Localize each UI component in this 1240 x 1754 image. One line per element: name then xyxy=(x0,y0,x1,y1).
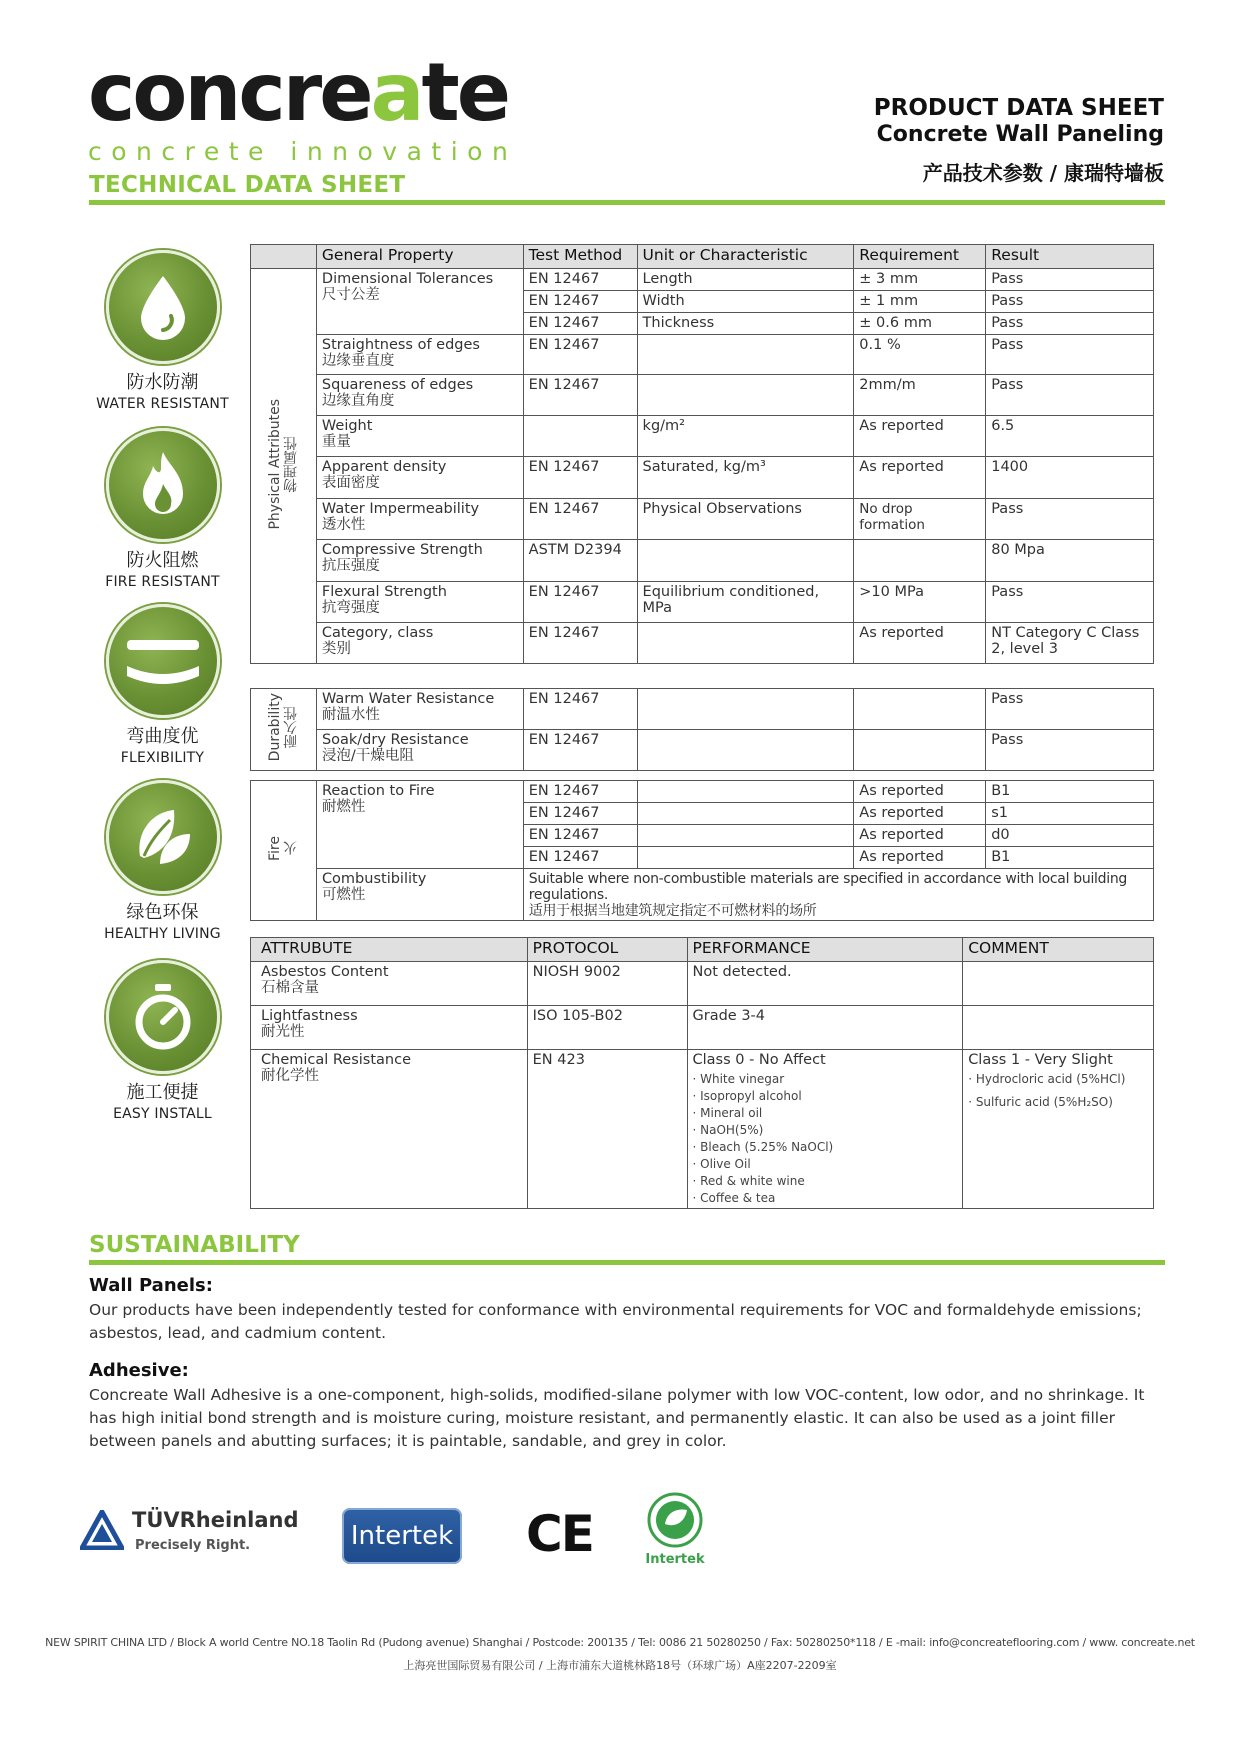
unit-characteristic xyxy=(637,781,854,803)
section-label-cn: 耐久性 xyxy=(283,706,300,749)
unit-characteristic: Length xyxy=(637,269,854,291)
ce-mark-text: CE xyxy=(526,1505,593,1563)
header-requirement: Requirement xyxy=(854,245,986,269)
header-blank xyxy=(251,245,317,269)
section-durability xyxy=(251,689,317,771)
table-row xyxy=(251,269,1154,291)
adhesive-text: Concreate Wall Adhesive is a one-component, high-solids, modified-silane polymer with low VOC-content, low odor, and no shrinkage. It has high initial bond strength and is moisture curing, moisture resistant, and permanently elastic. It can also be used as a joint filler between panels and abutting surfaces; it is paintable, sandable, and grey in color. xyxy=(89,1386,1145,1450)
feature-en: FIRE RESISTANT xyxy=(105,574,220,590)
attribute-table xyxy=(250,937,1154,1209)
property-name-cell xyxy=(316,869,523,921)
property-name-cell xyxy=(316,416,523,457)
attribute-name: Chemical Resistance xyxy=(261,1052,412,1068)
table-row xyxy=(251,540,1154,582)
header-result: Result xyxy=(986,245,1154,269)
header-unit: Unit or Characteristic xyxy=(637,245,854,269)
result: 6.5 xyxy=(986,416,1154,457)
unit-characteristic xyxy=(637,540,854,582)
property-name: Reaction to Fire xyxy=(321,783,435,799)
result: d0 xyxy=(986,825,1154,847)
section-label: Durability xyxy=(267,693,284,762)
test-method: EN 12467 xyxy=(523,582,637,623)
property-name-cn: 可燃性 xyxy=(321,887,366,903)
combustibility-text: Suitable where non-combustible materials are specified in accordance with local building regulations. xyxy=(528,871,1127,903)
intertek-green-label xyxy=(640,1490,710,1580)
unit-characteristic: Thickness xyxy=(637,313,854,335)
performance: Class 0 - No Affect xyxy=(692,1052,826,1068)
footer-address-cn: 上海亮世国际贸易有限公司 / 上海市浦东大道桃林路18号（环球广场）A座2207-2209室 xyxy=(403,1659,837,1672)
list-item: · White vinegar xyxy=(692,1072,785,1086)
comment xyxy=(963,962,1154,1006)
property-name: Squareness of edges xyxy=(321,377,474,393)
attribute-name: Asbestos Content xyxy=(261,964,389,980)
test-method: EN 12467 xyxy=(523,335,637,375)
property-name-cell xyxy=(316,457,523,499)
result: 1400 xyxy=(986,457,1154,499)
chemical-list xyxy=(693,1071,958,1207)
tuv-rheinland-logo xyxy=(80,1506,300,1566)
result: Pass xyxy=(986,582,1154,623)
property-name: Flexural Strength xyxy=(321,584,447,600)
property-name-cn: 尺寸公差 xyxy=(321,287,380,303)
list-item: · Red & white wine xyxy=(692,1174,805,1188)
test-method: EN 12467 xyxy=(523,781,637,803)
header-divider xyxy=(89,200,1165,205)
feature-en: FLEXIBILITY xyxy=(120,750,205,766)
table-row xyxy=(251,1006,1154,1050)
list-item: · Mineral oil xyxy=(692,1106,763,1120)
section-fire xyxy=(251,781,317,921)
result: Pass xyxy=(986,689,1154,730)
list-item: · Hydrocloric acid (5%HCl) xyxy=(968,1072,1126,1086)
product-name-cn: 产品技术参数 / 康瑞特墙板 xyxy=(922,161,1164,185)
unit-characteristic xyxy=(637,825,854,847)
unit-characteristic xyxy=(637,803,854,825)
property-name: Category, class xyxy=(321,625,434,641)
unit-characteristic xyxy=(637,730,854,771)
table-row xyxy=(251,962,1154,1006)
attribute-name-cn: 耐化学性 xyxy=(261,1068,319,1084)
requirement: As reported xyxy=(854,623,986,664)
test-method: EN 12467 xyxy=(523,457,637,499)
feature-en: HEALTHY LIVING xyxy=(104,926,221,942)
result: B1 xyxy=(986,847,1154,869)
feature-cn: 绿色环保 xyxy=(126,902,199,923)
table-row xyxy=(251,730,1154,771)
property-name-cn: 透水性 xyxy=(321,517,366,533)
result: Pass xyxy=(986,499,1154,540)
feature-flexibility xyxy=(80,604,245,766)
table-row xyxy=(251,457,1154,499)
feature-water-resistant xyxy=(80,250,245,412)
requirement: ± 3 mm xyxy=(854,269,986,291)
result: NT Category C Class 2, level 3 xyxy=(986,623,1154,664)
table-row xyxy=(251,1050,1154,1209)
test-method: EN 12467 xyxy=(523,847,637,869)
result: Pass xyxy=(986,291,1154,313)
feature-cn: 弯曲度优 xyxy=(126,726,199,747)
durability-table xyxy=(250,688,1154,771)
technical-data-sheet-title: TECHNICAL DATA SHEET xyxy=(89,172,406,198)
test-method: EN 12467 xyxy=(523,269,637,291)
comment xyxy=(963,1006,1154,1050)
property-name-cell xyxy=(316,335,523,375)
green-leaf-badge-icon xyxy=(645,1490,705,1550)
property-table-header xyxy=(251,245,1154,269)
wall-panels-heading: Wall Panels: xyxy=(89,1275,213,1296)
property-name-cn: 耐燃性 xyxy=(321,799,366,815)
feature-en: WATER RESISTANT xyxy=(96,396,229,412)
flame-icon xyxy=(106,428,220,542)
header-performance: PERFORMANCE xyxy=(687,938,963,962)
chemical-list-col2 xyxy=(693,1139,834,1207)
test-method: EN 12467 xyxy=(523,730,637,771)
attribute-name-cell xyxy=(251,962,528,1006)
requirement: No drop formation xyxy=(854,499,986,540)
requirement: 0.1 % xyxy=(854,335,986,375)
unit-characteristic xyxy=(637,847,854,869)
result: Pass xyxy=(986,335,1154,375)
property-name: Warm Water Resistance xyxy=(321,691,495,707)
test-method: EN 12467 xyxy=(523,623,637,664)
attribute-name: Lightfastness xyxy=(261,1008,358,1024)
product-heading xyxy=(874,95,1164,186)
test-method: EN 12467 xyxy=(523,689,637,730)
property-name-cell xyxy=(316,269,523,335)
requirement: As reported xyxy=(854,803,986,825)
section-label: Fire xyxy=(267,836,284,861)
feature-healthy-living xyxy=(80,780,245,942)
tuv-triangle-icon xyxy=(80,1510,124,1550)
result: 80 Mpa xyxy=(986,540,1154,582)
attribute-name-cn: 石棉含量 xyxy=(261,980,319,996)
logo-wordmark: concreate xyxy=(88,46,508,139)
requirement: As reported xyxy=(854,781,986,803)
property-name-cn: 浸泡/干燥电阻 xyxy=(321,748,414,764)
header-property: General Property xyxy=(316,245,523,269)
unit-characteristic: kg/m² xyxy=(637,416,854,457)
section-label-cn: 火 xyxy=(283,841,300,856)
unit-characteristic: Saturated, kg/m³ xyxy=(637,457,854,499)
feature-fire-resistant xyxy=(80,428,245,590)
requirement: ± 1 mm xyxy=(854,291,986,313)
acid-list xyxy=(968,1071,1148,1111)
result: s1 xyxy=(986,803,1154,825)
header-method: Test Method xyxy=(523,245,637,269)
protocol: ISO 105-B02 xyxy=(527,1006,687,1050)
property-name-cn: 抗压强度 xyxy=(321,558,380,574)
property-name: Straightness of edges xyxy=(321,337,480,353)
table-row xyxy=(251,582,1154,623)
unit-characteristic xyxy=(637,335,854,375)
wall-panels-text: Our products have been independently tested for conformance with environmental requirements for VOC and formaldehyde emissions; asbestos, lead, and cadmium content. xyxy=(89,1301,1142,1342)
table-row xyxy=(251,623,1154,664)
test-method: EN 12467 xyxy=(523,291,637,313)
requirement: >10 MPa xyxy=(854,582,986,623)
property-name: Compressive Strength xyxy=(321,542,483,558)
property-name-cn: 抗弯强度 xyxy=(321,600,380,616)
list-item: · Olive Oil xyxy=(692,1157,751,1171)
attribute-table-header xyxy=(251,938,1154,962)
property-name: Combustibility xyxy=(321,871,427,887)
test-method: ASTM D2394 xyxy=(523,540,637,582)
test-method: EN 12467 xyxy=(523,375,637,416)
property-name-cn: 耐温水性 xyxy=(321,707,380,723)
concreate-logo xyxy=(88,46,528,166)
comment: Class 1 - Very Slight xyxy=(968,1052,1113,1068)
section-physical-attributes xyxy=(251,269,317,664)
test-method: EN 12467 xyxy=(523,313,637,335)
performance: Grade 3-4 xyxy=(687,1006,963,1050)
table-row xyxy=(251,499,1154,540)
combustibility-text-cn: 适用于根据当地建筑规定指定不可燃材料的场所 xyxy=(528,903,817,919)
comment-cell xyxy=(963,1050,1154,1209)
water-drop-icon xyxy=(106,250,220,364)
property-name-cn: 重量 xyxy=(321,434,351,450)
protocol: EN 423 xyxy=(527,1050,687,1209)
unit-characteristic: Physical Observations xyxy=(637,499,854,540)
requirement: As reported xyxy=(854,416,986,457)
property-name: Water Impermeability xyxy=(321,501,480,517)
property-name-cell xyxy=(316,781,523,869)
requirement: As reported xyxy=(854,457,986,499)
header-protocol: PROTOCOL xyxy=(527,938,687,962)
flex-icon xyxy=(106,604,220,718)
feature-cn: 施工便捷 xyxy=(126,1082,199,1103)
unit-characteristic xyxy=(637,375,854,416)
sustainability-divider xyxy=(89,1260,1165,1265)
property-name: Weight xyxy=(321,418,373,434)
leaf-icon xyxy=(106,780,220,894)
performance: Not detected. xyxy=(687,962,963,1006)
section-label: Physical Attributes xyxy=(267,398,284,530)
property-name-cell xyxy=(316,540,523,582)
property-name-cn: 边缘垂直度 xyxy=(321,353,395,369)
protocol: NIOSH 9002 xyxy=(527,962,687,1006)
performance-cell xyxy=(687,1050,963,1209)
test-method: EN 12467 xyxy=(523,803,637,825)
test-method: EN 12467 xyxy=(523,499,637,540)
property-name-cell xyxy=(316,623,523,664)
list-item: · Coffee & tea xyxy=(692,1191,776,1205)
property-name: Dimensional Tolerances xyxy=(321,271,494,287)
intertek-logo: Intertek xyxy=(342,1508,462,1564)
property-name-cell xyxy=(316,689,523,730)
feature-cn: 防水防潮 xyxy=(126,372,199,393)
table-row xyxy=(251,869,1154,921)
result: Pass xyxy=(986,375,1154,416)
combustibility-note xyxy=(523,869,1153,921)
property-name: Apparent density xyxy=(321,459,447,475)
property-name-cell xyxy=(316,582,523,623)
unit-characteristic: Width xyxy=(637,291,854,313)
result: B1 xyxy=(986,781,1154,803)
property-name: Soak/dry Resistance xyxy=(321,732,469,748)
header-attribute: ATTRUBUTE xyxy=(251,938,528,962)
requirement: 2mm/m xyxy=(854,375,986,416)
ce-mark xyxy=(526,1504,596,1564)
requirement xyxy=(854,689,986,730)
table-row xyxy=(251,689,1154,730)
doc-type: PRODUCT DATA SHEET xyxy=(873,95,1164,121)
property-name-cn: 类别 xyxy=(321,641,351,657)
header-comment: COMMENT xyxy=(963,938,1154,962)
property-name-cn: 边缘直角度 xyxy=(321,393,395,409)
tuv-name: TÜVRheinland xyxy=(132,1508,299,1532)
feature-en: EASY INSTALL xyxy=(113,1106,212,1122)
attribute-name-cell xyxy=(251,1050,528,1209)
tuv-tagline: Precisely Right. xyxy=(135,1538,251,1553)
unit-characteristic xyxy=(637,623,854,664)
test-method xyxy=(523,416,637,457)
attribute-name-cn: 耐光性 xyxy=(261,1024,305,1040)
table-row xyxy=(251,781,1154,803)
property-name-cn: 表面密度 xyxy=(321,475,380,491)
product-name: Concrete Wall Paneling xyxy=(876,122,1164,147)
adhesive-heading: Adhesive: xyxy=(89,1360,189,1381)
requirement xyxy=(854,540,986,582)
green-label-text: Intertek xyxy=(645,1552,705,1567)
list-item: · Isopropyl alcohol xyxy=(692,1089,802,1103)
property-name-cell xyxy=(316,499,523,540)
list-item: · Bleach (5.25% NaOCl) xyxy=(692,1140,834,1154)
table-row xyxy=(251,335,1154,375)
list-item: · NaOH(5%) xyxy=(692,1123,764,1137)
result: Pass xyxy=(986,730,1154,771)
feature-easy-install xyxy=(80,960,245,1122)
property-table xyxy=(250,244,1154,664)
stopwatch-icon xyxy=(106,960,220,1074)
section-label-cn: 物理属性 xyxy=(283,436,300,492)
feature-cn: 防火阻燃 xyxy=(126,550,199,571)
unit-characteristic: Equilibrium conditioned, MPa xyxy=(637,582,854,623)
test-method: EN 12467 xyxy=(523,825,637,847)
requirement: ± 0.6 mm xyxy=(854,313,986,335)
table-row xyxy=(251,416,1154,457)
unit-characteristic xyxy=(637,689,854,730)
property-name-cell xyxy=(316,730,523,771)
list-item: · Sulfuric acid (5%H₂SO) xyxy=(968,1095,1113,1109)
chemical-list-col1 xyxy=(693,1071,802,1139)
property-name-cell xyxy=(316,375,523,416)
requirement xyxy=(854,730,986,771)
attribute-name-cell xyxy=(251,1006,528,1050)
fire-table xyxy=(250,780,1154,921)
sustainability-title: SUSTAINABILITY xyxy=(89,1232,300,1258)
table-row xyxy=(251,375,1154,416)
requirement: As reported xyxy=(854,825,986,847)
logo-tagline: concrete innovation xyxy=(88,137,518,166)
requirement: As reported xyxy=(854,847,986,869)
result: Pass xyxy=(986,313,1154,335)
result: Pass xyxy=(986,269,1154,291)
footer-address-en: NEW SPIRIT CHINA LTD / Block A world Centre NO.18 Taolin Rd (Pudong avenue) Shanghai / Postcode: 200135 / Tel: 0086 21 50280250 / Fax: 50280250*118 / E -mail: info@concreateflooring.com / www. concreate.net xyxy=(45,1636,1195,1649)
certification-logos xyxy=(80,1490,780,1580)
